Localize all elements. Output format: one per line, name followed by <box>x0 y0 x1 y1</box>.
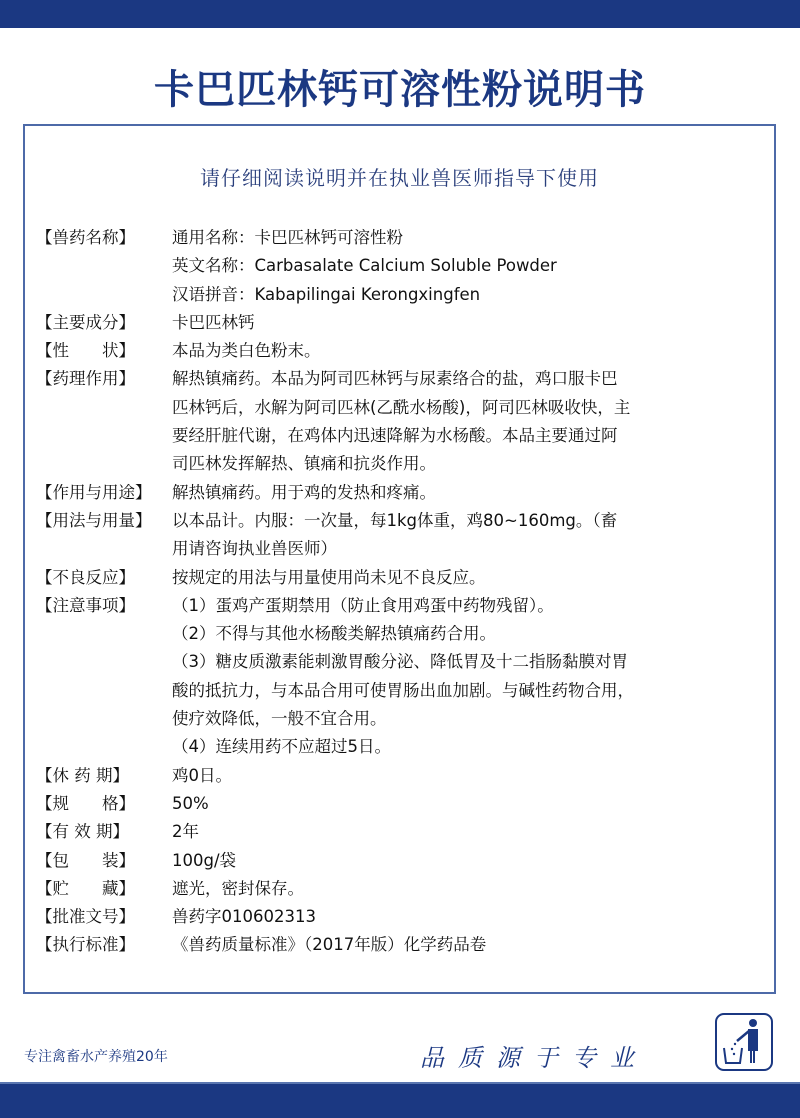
section-line: （4）连续用药不应超过5日。 <box>172 737 391 757</box>
section-label: 【有 效 期】 <box>36 822 129 842</box>
footer-slogan: 品质源于专业 <box>420 1044 648 1072</box>
section-line: 鸡0日。 <box>172 765 232 785</box>
section-11 <box>36 847 766 875</box>
section-line: 50% <box>172 793 209 813</box>
section-line: 本品为类白色粉末。 <box>172 341 321 361</box>
section-line: 酸的抵抗力，与本品合用可使胃肠出血加剧。与碱性药物合用， <box>172 680 634 700</box>
section-4 <box>36 479 766 507</box>
section-3 <box>36 365 766 478</box>
trash-disposal-icon <box>715 1013 773 1071</box>
section-line: 100g/袋 <box>172 850 237 870</box>
section-6 <box>36 564 766 592</box>
section-line: 英文名称：Carbasalate Calcium Soluble Powder <box>172 256 557 276</box>
section-label: 【贮 藏】 <box>36 878 135 898</box>
section-0 <box>36 224 766 309</box>
section-line: 匹林钙后，水解为阿司匹林(乙酰水杨酸)，阿司匹林吸收快，主 <box>172 397 631 417</box>
section-8 <box>36 762 766 790</box>
section-line: 通用名称：卡巴匹林钙可溶性粉 <box>172 228 403 247</box>
section-line: 以本品计。内服：一次量，每1kg体重，鸡80~160mg。（畜 <box>172 510 618 530</box>
section-line: （3）糖皮质激素能刺激胃酸分泌、降低胃及十二指肠黏膜对胃 <box>172 652 628 672</box>
section-line: （2）不得与其他水杨酸类解热镇痛药合用。 <box>172 624 496 644</box>
subtitle: 请仔细阅读说明并在执业兽医师指导下使用 <box>200 166 599 190</box>
section-label: 【包 装】 <box>36 850 135 870</box>
section-14 <box>36 931 766 959</box>
section-line: 司匹林发挥解热、镇痛和抗炎作用。 <box>172 454 436 474</box>
document-title: 卡巴匹林钙可溶性粉说明书 <box>154 67 646 113</box>
section-2 <box>36 337 766 365</box>
section-13 <box>36 903 766 931</box>
instructions-content <box>36 224 766 960</box>
section-line: 使疗效降低，一般不宜合用。 <box>172 709 387 729</box>
section-12 <box>36 875 766 903</box>
section-line: 解热镇痛药。用于鸡的发热和疼痛。 <box>172 482 436 502</box>
section-line: 兽药字010602313 <box>172 907 316 927</box>
section-1 <box>36 309 766 337</box>
section-line: 用请咨询执业兽医师） <box>172 539 337 559</box>
footer-tagline: 专注禽畜水产养殖20年 <box>24 1049 168 1065</box>
instructions-box <box>23 124 776 994</box>
section-line: 解热镇痛药。本品为阿司匹林钙与尿素络合的盐，鸡口服卡巴 <box>172 369 618 389</box>
section-line: 汉语拼音：Kabapilingai Kerongxingfen <box>172 284 481 304</box>
section-label: 【药理作用】 <box>36 369 135 389</box>
section-line: 遮光，密封保存。 <box>172 878 304 898</box>
section-label: 【用法与用量】 <box>36 510 152 530</box>
section-label: 【注意事项】 <box>36 595 135 615</box>
bottom-banner <box>0 1082 800 1118</box>
top-banner <box>0 0 800 28</box>
section-label: 【性 状】 <box>36 341 135 361</box>
section-7 <box>36 592 766 762</box>
section-label: 【不良反应】 <box>36 567 135 587</box>
section-5 <box>36 507 766 564</box>
section-10 <box>36 818 766 846</box>
section-label: 【主要成分】 <box>36 312 135 332</box>
section-label: 【兽药名称】 <box>36 228 135 247</box>
section-line: 卡巴匹林钙 <box>172 312 255 332</box>
section-label: 【休 药 期】 <box>36 765 129 785</box>
section-label: 【规 格】 <box>36 793 135 813</box>
section-label: 【作用与用途】 <box>36 482 152 502</box>
section-line: 按规定的用法与用量使用尚未见不良反应。 <box>172 567 486 587</box>
section-line: （1）蛋鸡产蛋期禁用（防止食用鸡蛋中药物残留）。 <box>172 595 554 615</box>
section-label: 【批准文号】 <box>36 907 135 927</box>
section-line: 要经肝脏代谢，在鸡体内迅速降解为水杨酸。本品主要通过阿 <box>172 426 618 446</box>
section-label: 【执行标准】 <box>36 935 135 955</box>
section-9 <box>36 790 766 818</box>
section-line: 2年 <box>172 822 199 842</box>
section-line: 《兽药质量标准》（2017年版）化学药品卷 <box>172 935 487 955</box>
